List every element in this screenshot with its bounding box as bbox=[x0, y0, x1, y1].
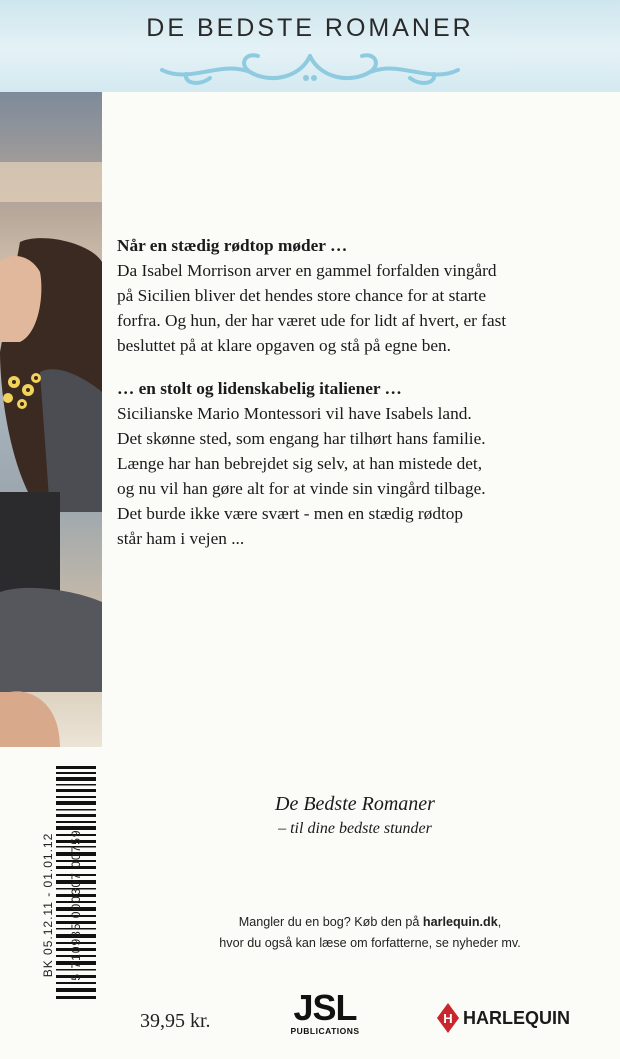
blurb-line: Længe har han bebrejdet sig selv, at han mistede det, bbox=[117, 454, 483, 473]
harlequin-diamond-icon bbox=[437, 1003, 459, 1033]
barcode-digits: 5 710935 000307 00759 bbox=[69, 829, 83, 981]
tagline-title: De Bedste Romaner bbox=[275, 793, 435, 815]
harlequin-brand: HARLEQUIN bbox=[463, 1007, 570, 1028]
blurb-section-2 bbox=[117, 376, 587, 551]
cover-photo-strip bbox=[0, 92, 102, 747]
blurb-line: forfra. Og hun, der har været ude for lidt af hvert, er fast bbox=[117, 311, 507, 330]
blurb-line: Da Isabel Morrison arver en gammel forfalden vingård bbox=[117, 261, 497, 280]
blurb-line: Det skønne sted, som engang har tilhørt hans familie. bbox=[117, 429, 486, 448]
price: 39,95 kr. bbox=[140, 1010, 211, 1032]
promo-text: Mangler du en bog? Køb den på bbox=[238, 915, 423, 929]
series-title: DE BEDSTE ROMANER bbox=[146, 14, 474, 42]
barcode-area bbox=[0, 748, 102, 1059]
tagline-subtitle: – til dine bedste stunder bbox=[278, 820, 432, 837]
promo-line-2: hvor du også kan læse om forfatterne, se nyheder mv. bbox=[219, 936, 521, 950]
website-link[interactable]: harlequin.dk bbox=[422, 915, 498, 929]
series-header bbox=[0, 0, 620, 92]
blurb-line: på Sicilien bliver det hendes store chance for at starte bbox=[117, 286, 486, 305]
harlequin-logo bbox=[437, 1003, 570, 1033]
jsl-logo-text: JSL bbox=[293, 987, 357, 1028]
blurb-line: besluttet på at klare opgaven og stå på egne ben. bbox=[117, 336, 451, 355]
blurb-line: Sicilianske Mario Montessori vil have Isabels land. bbox=[117, 404, 472, 423]
blurb-line: og nu vil han gøre alt for at vinde sin vingård tilbage. bbox=[117, 479, 486, 498]
promo-text: , bbox=[497, 915, 502, 929]
jsl-logo-subtitle: PUBLICATIONS bbox=[290, 1026, 360, 1036]
cover-photo-illustration bbox=[0, 92, 102, 747]
blurb-section-1 bbox=[117, 233, 587, 358]
blurb-heading-2: … en stolt og lidenskabelig italiener … bbox=[117, 379, 402, 398]
decorative-swirl bbox=[150, 48, 470, 88]
blurb-heading-1: Når en stædig rødtop møder … bbox=[117, 236, 348, 255]
blurb-line: står ham i vejen ... bbox=[117, 529, 245, 548]
promo-line-1 bbox=[150, 912, 590, 933]
jsl-publications-logo bbox=[280, 987, 370, 1036]
harlequin-mark-letter: H bbox=[443, 1011, 453, 1026]
barcode-dates: BK 05.12.11 - 01.01.12 bbox=[41, 832, 55, 978]
blurb-line: Det burde ikke være svært - men en stædig rødtop bbox=[117, 504, 464, 523]
